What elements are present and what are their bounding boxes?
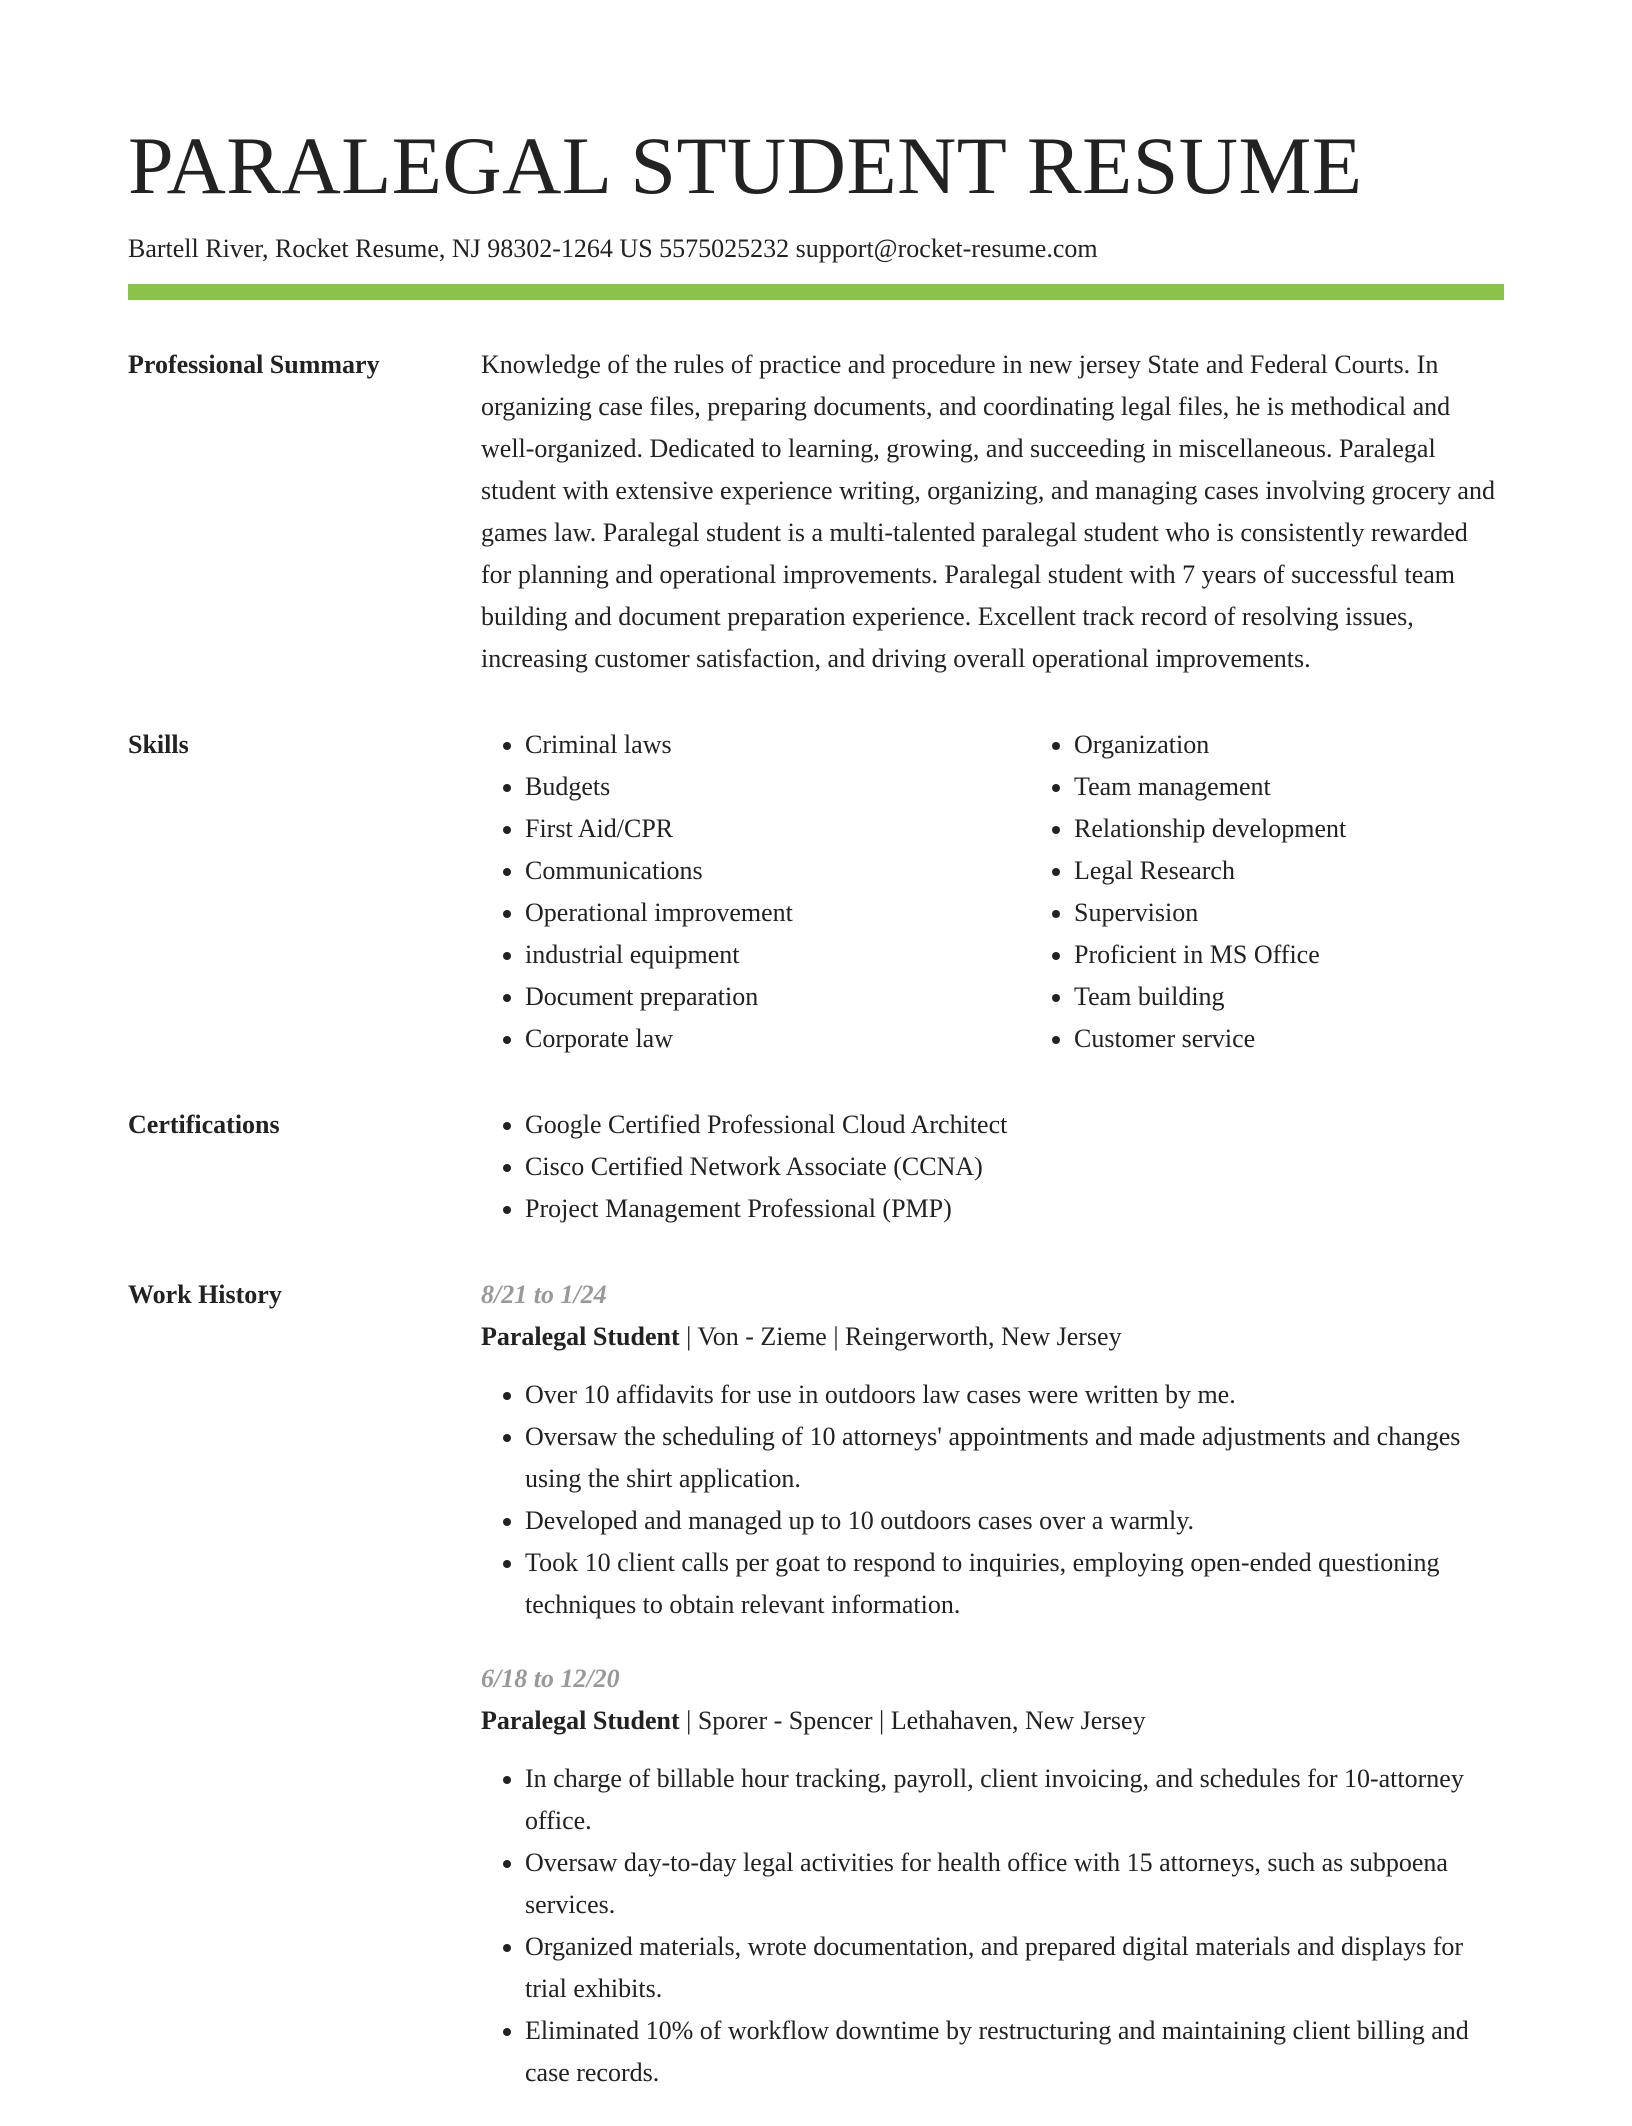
summary-text: Knowledge of the rules of practice and procedure in new jersey State and Federal Courts. In organizing case files, preparing documents, and coordinating legal files, he is methodical and well-organized. Dedicated to learning, growing, and succeeding in miscellaneous. Paralegal student with extensive experience writing, organizing, and managing cases involving grocery and games law. Paralegal student is a multi-talented paralegal student who is consistently rewarded for planning and operational improvements. Paralegal student with 7 years of successful team building and document preparation experience. Excellent track record of resolving issues, increasing customer satisfaction, and driving overall operational improvements.: [481, 350, 1495, 673]
list-item: • Customer service: [1074, 1018, 1579, 1060]
section-content: [481, 344, 1504, 680]
section-label: Skills: [128, 730, 189, 759]
skills-list-left: [481, 724, 1030, 1060]
job-heading: [481, 1316, 1504, 1358]
list-item: • Document preparation: [525, 976, 1030, 1018]
list-item: • Took 10 client calls per goat to respond to inquiries, employing open-ended questioning techniques to obtain relevant information.: [525, 1542, 1504, 1626]
certifications-section: [128, 1104, 1504, 1230]
list-item: • Proficient in MS Office: [1074, 934, 1579, 976]
job-title: Paralegal Student: [481, 1322, 680, 1351]
work-history-section: [128, 1274, 1504, 2126]
list-item: • First Aid/CPR: [525, 808, 1030, 850]
list-item: • Relationship development: [1074, 808, 1579, 850]
list-item: • Oversaw the scheduling of 10 attorneys' appointments and made adjustments and changes using the shirt application.: [525, 1416, 1504, 1500]
job-date: 8/21 to 1/24: [481, 1280, 607, 1309]
job-heading: [481, 1700, 1504, 1742]
list-item: • Oversaw day-to-day legal activities for health office with 15 attorneys, such as subpoena services.: [525, 1842, 1504, 1926]
section-label: Work History: [128, 1280, 282, 1309]
job-entry: [481, 1274, 1504, 1626]
job-bullets: [481, 1374, 1504, 1626]
list-item: • Team building: [1074, 976, 1579, 1018]
list-item: • Supervision: [1074, 892, 1579, 934]
skills-list-right: [1030, 724, 1579, 1060]
list-item: • Over 10 affidavits for use in outdoors law cases were written by me.: [525, 1374, 1504, 1416]
certifications-list: [481, 1104, 1504, 1230]
list-item: • Corporate law: [525, 1018, 1030, 1060]
job-details: | Sporer - Spencer | Lethahaven, New Jersey: [679, 1706, 1146, 1735]
list-item: • Operational improvement: [525, 892, 1030, 934]
list-item: • Criminal laws: [525, 724, 1030, 766]
job-entry: [481, 1658, 1504, 2094]
list-item: • Organized materials, wrote documentation, and prepared digital materials and displays for trial exhibits.: [525, 1926, 1504, 2010]
section-label: Professional Summary: [128, 350, 380, 379]
list-item: • Communications: [525, 850, 1030, 892]
list-item: • Developed and managed up to 10 outdoors cases over a warmly.: [525, 1500, 1504, 1542]
section-content: [481, 1104, 1504, 1230]
list-item: • Eliminated 10% of workflow downtime by restructuring and maintaining client billing and case records.: [525, 2010, 1504, 2094]
job-title: Paralegal Student: [481, 1706, 680, 1735]
job-date: 6/18 to 12/20: [481, 1664, 620, 1693]
list-item: • Google Certified Professional Cloud Architect: [525, 1104, 1504, 1146]
job-details: | Von - Zieme | Reingerworth, New Jersey: [679, 1322, 1122, 1351]
resume-title: PARALEGAL STUDENT RESUME: [128, 120, 1363, 211]
accent-divider: [128, 284, 1504, 300]
section-content: [481, 1274, 1504, 2126]
list-item: • Legal Research: [1074, 850, 1579, 892]
contact-line: Bartell River, Rocket Resume, NJ 98302-1264 US 5575025232 support@rocket-resume.com: [128, 234, 1098, 263]
section-label: Certifications: [128, 1110, 280, 1139]
skills-grid: [481, 724, 1579, 1060]
list-item: • In charge of billable hour tracking, payroll, client invoicing, and schedules for 10-attorney office.: [525, 1758, 1504, 1842]
list-item: • Cisco Certified Network Associate (CCNA): [525, 1146, 1504, 1188]
professional-summary-section: [128, 344, 1504, 680]
skills-section: [128, 724, 1504, 1060]
list-item: • Team management: [1074, 766, 1579, 808]
list-item: • Organization: [1074, 724, 1579, 766]
list-item: • Budgets: [525, 766, 1030, 808]
job-bullets: [481, 1758, 1504, 2094]
list-item: • Project Management Professional (PMP): [525, 1188, 1504, 1230]
list-item: • industrial equipment: [525, 934, 1030, 976]
